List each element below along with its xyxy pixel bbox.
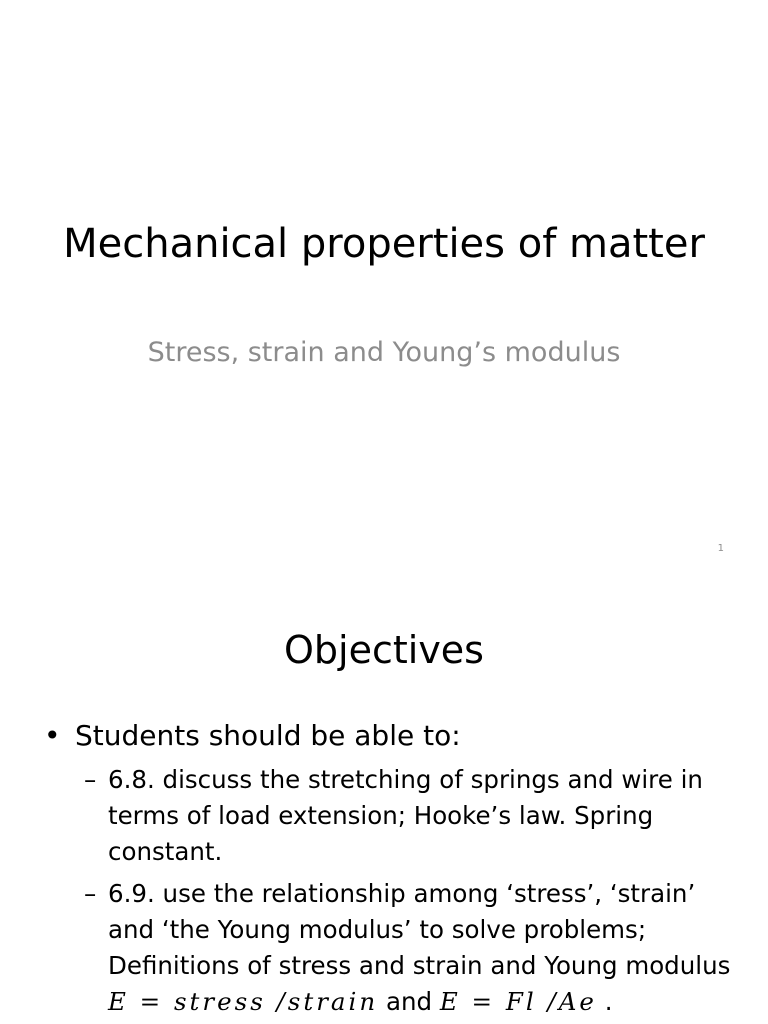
sub-bullet-item bbox=[84, 876, 744, 1020]
formula-joiner: and bbox=[385, 987, 433, 1016]
bullet-item bbox=[44, 716, 744, 756]
slide-subtitle: Stress, strain and Young’s modulus bbox=[147, 337, 621, 368]
young-modulus-formula: E = stress /strain bbox=[108, 987, 379, 1016]
dash-marker: – bbox=[84, 765, 97, 794]
young-modulus-force-formula: E = Fl /Ae bbox=[439, 987, 597, 1016]
sub-bullet-list bbox=[84, 876, 744, 1020]
dash-marker: – bbox=[84, 879, 97, 908]
sub-bullet-item bbox=[84, 762, 734, 870]
slide-title: Mechanical properties of matter bbox=[63, 221, 705, 267]
sub-bullet-list bbox=[84, 762, 734, 870]
bullet-marker: • bbox=[44, 719, 61, 752]
objectives-slide bbox=[0, 576, 768, 1024]
sub-bullet-text: 6.8. discuss the stretching of springs and wire in terms of load extension; Hooke’s law. Spring constant. bbox=[108, 765, 703, 866]
slide-title: Objectives bbox=[284, 628, 484, 672]
slide-number: 1 bbox=[717, 543, 724, 554]
sub-bullet-text: 6.9. use the relationship among ‘stress’, ‘strain’ and ‘the Young modulus’ to solve problems; Definitions of stress and strain and Young modulus bbox=[108, 879, 731, 980]
formula-end: . bbox=[604, 987, 613, 1016]
bullet-text: Students should be able to: bbox=[75, 719, 461, 752]
